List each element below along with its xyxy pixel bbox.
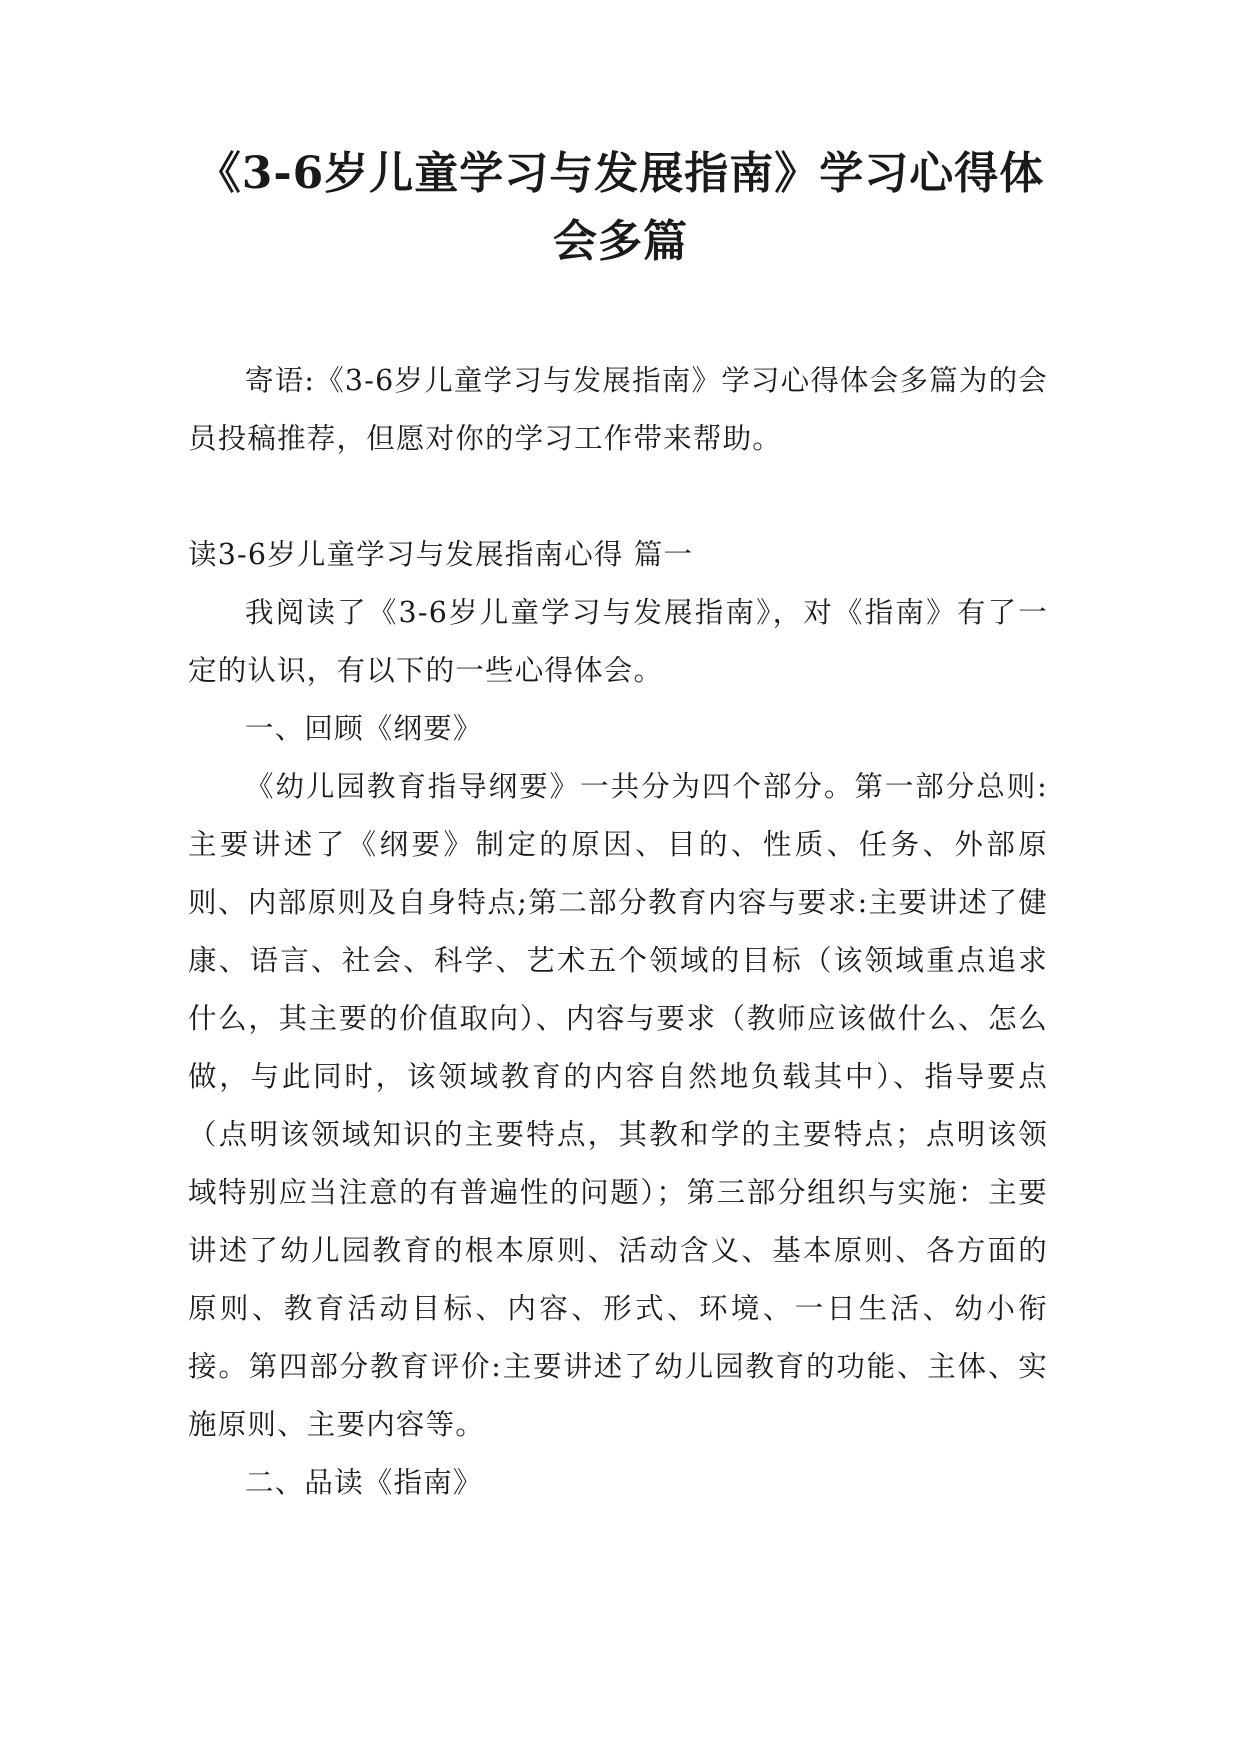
intro-paragraph: 寄语:《3-6岁儿童学习与发展指南》学习心得体会多篇为的会员投稿推荐，但愿对你的学习工作带来帮助。 — [188, 364, 1048, 455]
subheading: 二、品读《指南》 — [245, 1466, 483, 1499]
paragraph: 《幼儿园教育指导纲要》一共分为四个部分。第一部分总则:主要讲述了《纲要》制定的原因、目的、性质、任务、外部原则、内部原则及自身特点;第二部分教育内容与要求:主要讲述了健康、语言、社会、科学、艺术五个领域的目标（该领域重点追求什么，其主要的价值取向）、内容与要求（教师应该做什么、怎么做，与此同时，该领域教育的内容自然地负载其中）、指导要点（点明该领域知识的主要特点，其教和学的主要特点；点明该领域特别应当注意的有普遍性的问题）；第三部分组织与实施：主要讲述了幼儿园教育的根本原则、活动含义、基本原则、各方面的原则、教育活动目标、内容、形式、环境、一日生活、幼小衔接。第四部分教育评价:主要讲述了幼儿园教育的功能、主体、实施原则、主要内容等。 — [188, 770, 1048, 1441]
document-body — [188, 352, 1048, 1512]
paragraph: 我阅读了《3-6岁儿童学习与发展指南》，对《指南》有了一定的认识，有以下的一些心得体会。 — [188, 596, 1048, 687]
title-line-1: 《3-6岁儿童学习与发展指南》学习心得体 — [196, 148, 1045, 199]
title-line-2: 会多篇 — [553, 216, 688, 267]
document-title — [150, 140, 1091, 276]
subheading: 一、回顾《纲要》 — [245, 712, 483, 745]
spacer — [188, 468, 1048, 526]
section-heading: 读3-6岁儿童学习与发展指南心得 篇一 — [188, 538, 694, 571]
